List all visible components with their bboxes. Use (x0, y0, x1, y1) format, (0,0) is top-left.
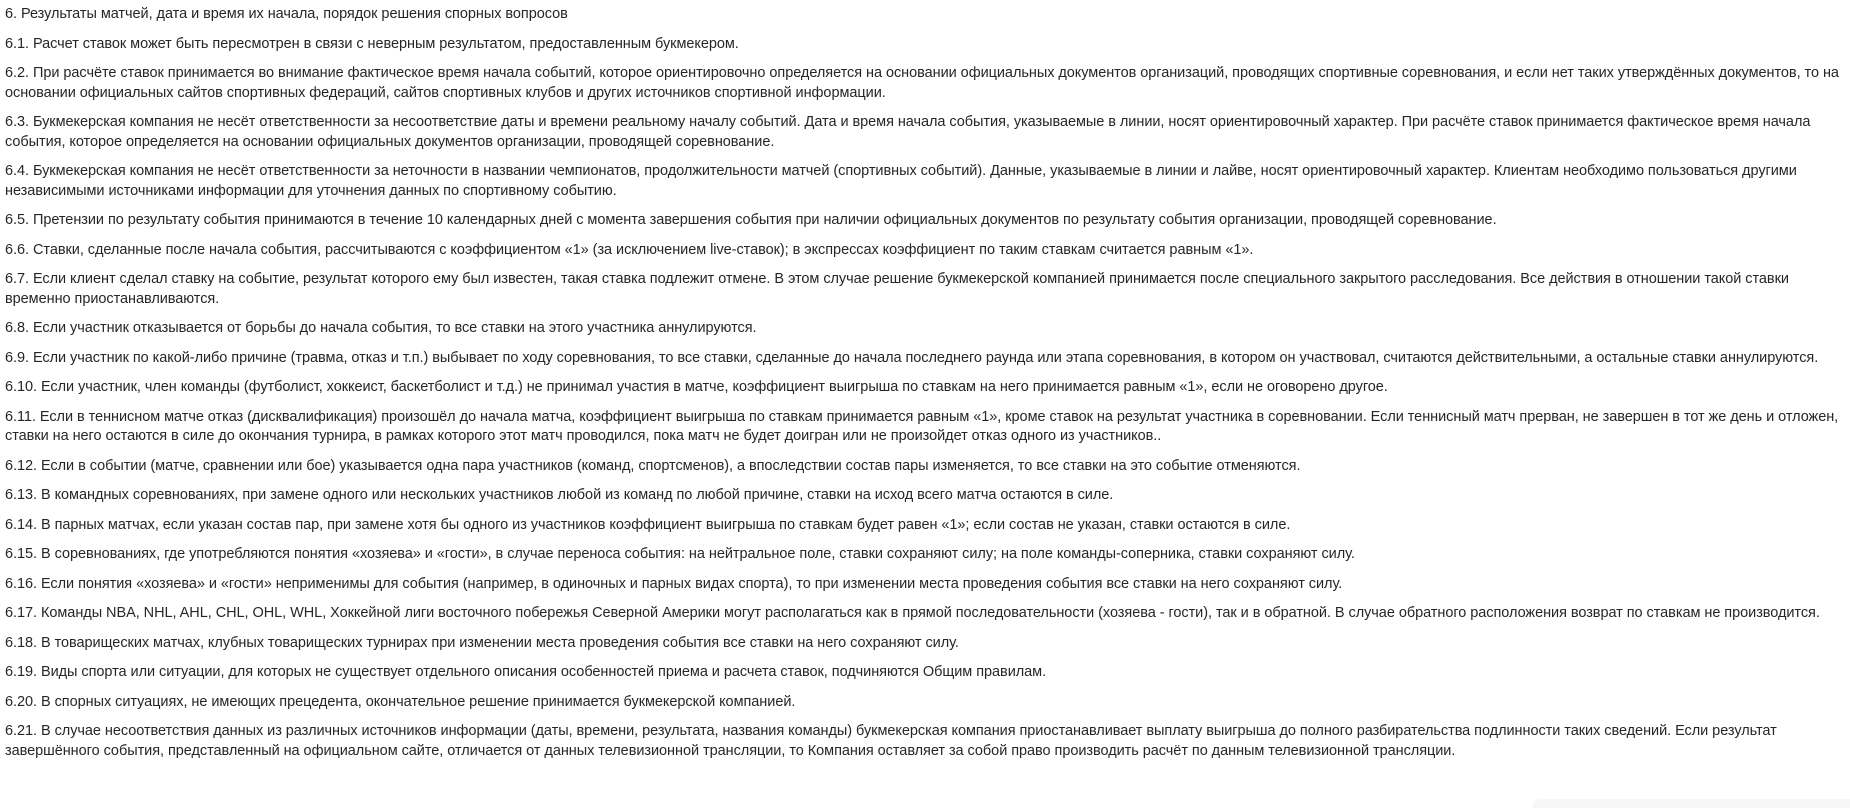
rule-paragraph-6-17: 6.17. Команды NBA, NHL, AHL, CHL, OHL, WHL, Хоккейной лиги восточного побережья Северной Америки могут располагаться как в прямой последовательности (хозяева - гости), так и в обратной. В случае обратного расположения возврат по ставкам не производится. (5, 605, 1820, 621)
rule-paragraph-6-8: 6.8. Если участник отказывается от борьбы до начала события, то все ставки на этого участника аннулируются. (5, 320, 757, 336)
rule-paragraph-6-4: 6.4. Букмекерская компания не несёт ответственности за неточности в названии чемпионатов, продолжительности матчей (спортивных событий). Данные, указываемые в линии и лайве, носят ориентировочный характер. Клиентам необходимо пользоваться другими независимыми источниками информации для уточнения данных по спортивному событию. (5, 163, 1797, 199)
rule-paragraph-6-10: 6.10. Если участник, член команды (футболист, хоккеист, баскетболист и т.д.) не принимал участия в матче, коэффициент выигрыша по ставкам на него принимается равным «1», если не оговорено другое. (5, 379, 1388, 395)
rule-paragraph-6-2: 6.2. При расчёте ставок принимается во внимание фактическое время начала событий, которое ориентировочно определяется на основании официальных документов организаций, проводящих спортивные соревнования, и если нет таких утверждённых документов, то на основании официальных сайтов спортивных федераций, сайтов спортивных клубов и других источников спортивной информации. (5, 65, 1839, 101)
rule-paragraph-6-12: 6.12. Если в событии (матче, сравнении или бое) указывается одна пара участников (команд, спортсменов), а впоследствии состав пары изменяется, то все ставки на это событие отменяются. (5, 457, 1301, 474)
rule-paragraph-6-20: 6.20. В спорных ситуациях, не имеющих прецедента, окончательное решение принимается букмекерской компанией. (5, 693, 796, 710)
bottom-right-widget-edge[interactable] (1532, 799, 1850, 808)
page-title: 6. Результаты матчей, дата и время их начала, порядок решения спорных вопросов (5, 6, 568, 22)
rule-paragraph-6-21: 6.21. В случае несоответствия данных из различных источников информации (даты, времени, результата, названия команды) букмекерская компания приостанавливает выплату выигрыша до полного разбирательства подлинности таких сведений. Если результат завершённого события, представленный на официальном сайте, отличается от данных телевизионной трансляции, то Компания оставляет за собой право производить расчёт по данным телевизионной трансляции. (5, 723, 1777, 759)
rule-paragraph-6-16: 6.16. Если понятия «хозяева» и «гости» неприменимы для события (например, в одиночных и парных видах спорта), то при изменении места проведения события все ставки на него сохраняют силу. (5, 575, 1343, 592)
rule-paragraph-6-15: 6.15. В соревнованиях, где употребляются понятия «хозяева» и «гости», в случае переноса события: на нейтральное поле, ставки сохраняют силу; на поле команды-соперника, ставки сохраняют силу. (5, 546, 1355, 562)
rule-paragraph-6-5: 6.5. Претензии по результату события принимаются в течение 10 календарных дней с момента завершения события при наличии официальных документов по результату события организации, проводящей соревнование. (5, 212, 1497, 228)
rule-paragraph-6-1: 6.1. Расчет ставок может быть пересмотрен в связи с неверным результатом, предоставленным букмекером. (5, 35, 739, 52)
rule-paragraph-6-9: 6.9. Если участник по какой-либо причине (травма, отказ и т.п.) выбывает по ходу соревнования, то все ставки, сделанные до начала последнего раунда или этапа соревнования, в котором он участвовал, считаются действительными, а остальные ставки аннулируются. (5, 349, 1819, 366)
rule-paragraph-6-18: 6.18. В товарищеских матчах, клубных товарищеских турнирах при изменении места проведения события все ставки на него сохраняют силу. (5, 634, 959, 651)
rule-paragraph-6-14: 6.14. В парных матчах, если указан состав пар, при замене хотя бы одного из участников коэффициент выигрыша по ставкам будет равен «1»; если состав не указан, ставки остаются в силе. (5, 516, 1291, 533)
rule-paragraph-6-11: 6.11. Если в теннисном матче отказ (дисквалификация) произошёл до начала матча, коэффициент выигрыша по ставкам принимается равным «1», кроме ставок на результат участника в соревновании. Если теннисный матч прерван, не завершен в тот же день и отложен, ставки на него остаются в силе до окончания турнира, в рамках которого этот матч проводился, пока матч не будет доигран или не произойдет отказ одного из участников.. (5, 408, 1839, 444)
rule-paragraph-6-13: 6.13. В командных соревнованиях, при замене одного или нескольких участников любой из команд по любой причине, ставки на исход всего матча остаются в силе. (5, 487, 1114, 503)
rule-paragraph-6-3: 6.3. Букмекерская компания не несёт ответственности за несоответствие даты и времени реальному началу событий. Дата и время начала события, указываемые в линии, носят ориентировочный характер. При расчёте ставок принимается фактическое время начала события, которое определяется на основании официальных документов организации, проводящей соревнование. (5, 114, 1811, 150)
rule-paragraph-6-6: 6.6. Ставки, сделанные после начала события, рассчитываются с коэффициентом «1» (за исключением live-ставок); в экспрессах коэффициент по таким ставкам считается равным «1». (5, 241, 1254, 258)
rule-paragraph-6-7: 6.7. Если клиент сделал ставку на событие, результат которого ему был известен, такая ставка подлежит отмене. В этом случае решение букмекерской компанией принимается после специального закрытого расследования. Все действия в отношении такой ставки временно приостанавливаются. (5, 271, 1789, 307)
rule-paragraph-6-19: 6.19. Виды спорта или ситуации, для которых не существует отдельного описания особенностей приема и расчета ставок, подчиняются Общим правилам. (5, 664, 1047, 680)
